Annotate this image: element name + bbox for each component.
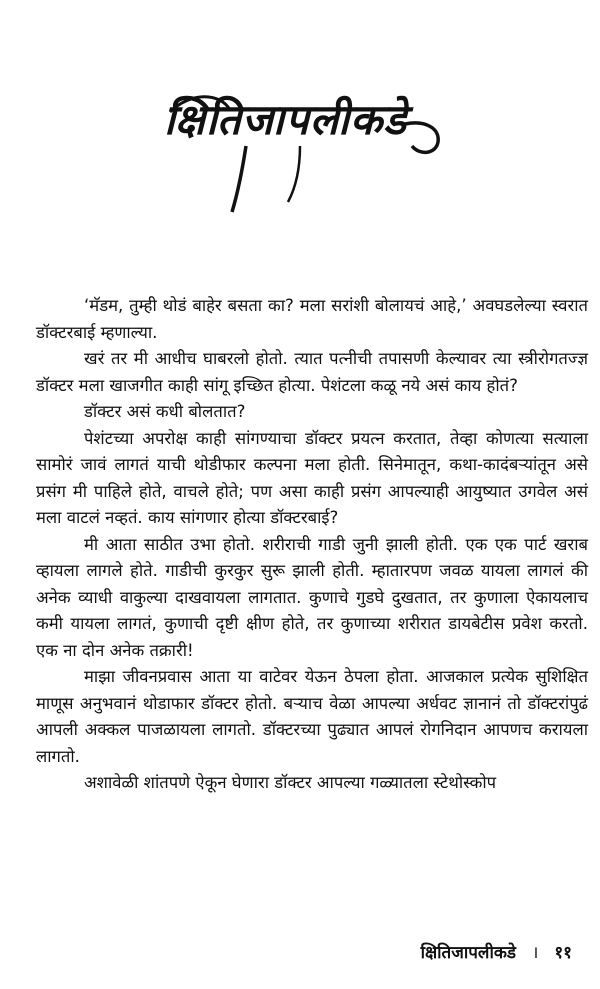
page-title: क्षितिजापलीकडे [164,95,407,144]
paragraph: माझा जीवनप्रवास आता या वाटेवर येऊन ठेपला होता. आजकाल प्रत्येक सुशिक्षित माणूस अनुभवानं थोडाफार डॉक्टर होतो. बऱ्याच वेळा आपल्या अर्धवट ज्ञानानं तो डॉक्टरांपुढं आपली अक्कल पाजळायला लागतो. डॉक्टरच्या पुढ्यात आपलं रोगनिदान आपणच करायला लागतो. [36,667,588,766]
paragraph: अशावेळी शांतपणे ऐकून घेणारा डॉक्टर आपल्या गळ्यातला स्टेथोस्कोप [84,773,497,792]
paragraph: पेशंटच्या अपरोक्ष काही सांगण्याचा डॉक्टर प्रयत्न करतात, तेव्हा कोणत्या सत्याला सामोरं जावं लागतं याची थोडीफार कल्पना मला होती. सिनेमातून, कथा-कादंबऱ्यांतून असे प्रसंग मी पाहिले होते, वाचले होते; पण असा काही प्रसंग आपल्याही आयुष्यात उगवेल असं मला वाटलं नव्हतं. काय सांगणार होत्या डॉक्टरबाई? [36,428,588,527]
body-text [36,293,588,797]
running-title: क्षितिजापलीकडे [420,943,517,963]
paragraph: डॉक्टर असं कधी बोलतात? [84,402,246,421]
paragraph: ‘मॅडम, तुम्ही थोडं बाहेर बसता का? मला सरांशी बोलायचं आहे,’ अवघडलेल्या स्वरात डॉक्टरबाई म्हणाल्या. [36,296,588,342]
page-footer [421,940,572,963]
paragraph: खरं तर मी आधीच घाबरलो होतो. त्यात पत्नीची तपासणी केल्यावर त्या स्त्रीरोगतज्ज्ञ डॉक्टर मला खाजगीत काही सांगू इच्छित होत्या. पेशंटला कळू नये असं काय होतं? [36,349,588,395]
title-block [150,72,450,222]
page-number: ११ [554,943,572,963]
paragraph: मी आता साठीत उभा होतो. शरीराची गाडी जुनी झाली होती. एक एक पार्ट खराब व्हायला लागले होते. गाडीची कुरकुर सुरू झाली होती. म्हातारपण जवळ यायला लागलं की अनेक व्याधी वाकुल्या दाखवायला लागतात. कुणाचे गुडघे दुखतात, तर कुणाला ऐकायलाच कमी यायला लागतं, कुणाची दृष्टी क्षीण होते, तर कुणाच्या शरीरात डायबेटीस प्रवेश करतो. एक ना दोन अनेक तक्रारी! [36,534,588,660]
footer-separator: । [531,943,539,963]
